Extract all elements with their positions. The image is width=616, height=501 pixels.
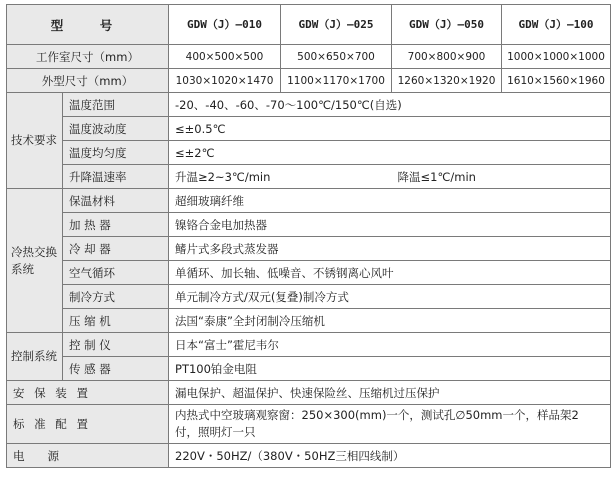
control-value: 日本“富士”霍尼韦尔 [169, 333, 611, 357]
inner-size-label: 工作室尺寸（mm） [7, 45, 169, 69]
tech-row-uniformity [7, 141, 611, 165]
tech-group-label: 技术要求 [7, 93, 63, 189]
standard-value: 内热式中空玻璃观察窗：250×300(mm)一个，测试孔∅50mm一个，样品架2 付，照明灯一只 [169, 405, 611, 444]
cooling-label: 冷 却 器 [63, 237, 169, 261]
safety-label: 安 保 装 置 [7, 381, 169, 405]
tech-value: ≤±0.5℃ [169, 117, 611, 141]
spec-table [6, 4, 611, 468]
cooling-row [7, 261, 611, 285]
cooling-rate: 降温≤1℃/min [392, 165, 611, 189]
power-label: 电 源 [7, 444, 169, 468]
cooling-label: 压 缩 机 [63, 309, 169, 333]
cooling-row [7, 237, 611, 261]
safety-value: 漏电保护、超温保护、快速保险丝、压缩机过压保护 [169, 381, 611, 405]
heating-rate: 升温≥2~3℃/min [169, 165, 392, 189]
control-group-label: 控制系统 [7, 333, 63, 381]
power-row [7, 444, 611, 468]
cooling-label: 空气循环 [63, 261, 169, 285]
model-010: GDW（J）—010 [169, 5, 281, 45]
tech-row-fluctuation [7, 117, 611, 141]
model-100: GDW（J）—100 [502, 5, 611, 45]
model-025: GDW（J）—025 [281, 5, 392, 45]
control-row [7, 333, 611, 357]
tech-label: 升降温速率 [63, 165, 169, 189]
tech-row-rate [7, 165, 611, 189]
outer-size-010: 1030×1020×1470 [169, 69, 281, 93]
tech-label: 温度范围 [63, 93, 169, 117]
power-value: 220V・50HZ/（380V・50HZ三相四线制） [169, 444, 611, 468]
cooling-row [7, 213, 611, 237]
control-label: 传 感 器 [63, 357, 169, 381]
outer-size-050: 1260×1320×1920 [392, 69, 502, 93]
inner-size-025: 500×650×700 [281, 45, 392, 69]
cooling-value: 镍铬合金电加热器 [169, 213, 611, 237]
cooling-value: 鳍片式多段式蒸发器 [169, 237, 611, 261]
cooling-label: 制冷方式 [63, 285, 169, 309]
cooling-value: 单循环、加长轴、低噪音、不锈钢离心风叶 [169, 261, 611, 285]
safety-row [7, 381, 611, 405]
tech-row-temp-range [7, 93, 611, 117]
tech-value: -20、-40、-60、-70～100℃/150℃(自选) [169, 93, 611, 117]
model-header-label: 型 号 [7, 5, 169, 45]
tech-label: 温度均匀度 [63, 141, 169, 165]
inner-size-050: 700×800×900 [392, 45, 502, 69]
standard-row [7, 405, 611, 444]
standard-label: 标 准 配 置 [7, 405, 169, 444]
outer-size-025: 1100×1170×1700 [281, 69, 392, 93]
outer-size-row [7, 69, 611, 93]
header-row [7, 5, 611, 45]
control-value: PT100铂金电阻 [169, 357, 611, 381]
outer-size-100: 1610×1560×1960 [502, 69, 611, 93]
tech-value: ≤±2℃ [169, 141, 611, 165]
model-050: GDW（J）—050 [392, 5, 502, 45]
tech-label: 温度波动度 [63, 117, 169, 141]
control-row [7, 357, 611, 381]
cooling-row [7, 189, 611, 213]
outer-size-label: 外型尺寸（mm） [7, 69, 169, 93]
inner-size-010: 400×500×500 [169, 45, 281, 69]
inner-size-100: 1000×1000×1000 [502, 45, 611, 69]
control-label: 控 制 仪 [63, 333, 169, 357]
cooling-group-label: 冷热交换系统 [7, 189, 63, 333]
cooling-row [7, 285, 611, 309]
cooling-row [7, 309, 611, 333]
inner-size-row [7, 45, 611, 69]
cooling-value: 超细玻璃纤维 [169, 189, 611, 213]
cooling-label: 保温材料 [63, 189, 169, 213]
cooling-value: 法国“泰康”全封闭制冷压缩机 [169, 309, 611, 333]
cooling-value: 单元制冷方式/双元(复叠)制冷方式 [169, 285, 611, 309]
cooling-label: 加 热 器 [63, 213, 169, 237]
